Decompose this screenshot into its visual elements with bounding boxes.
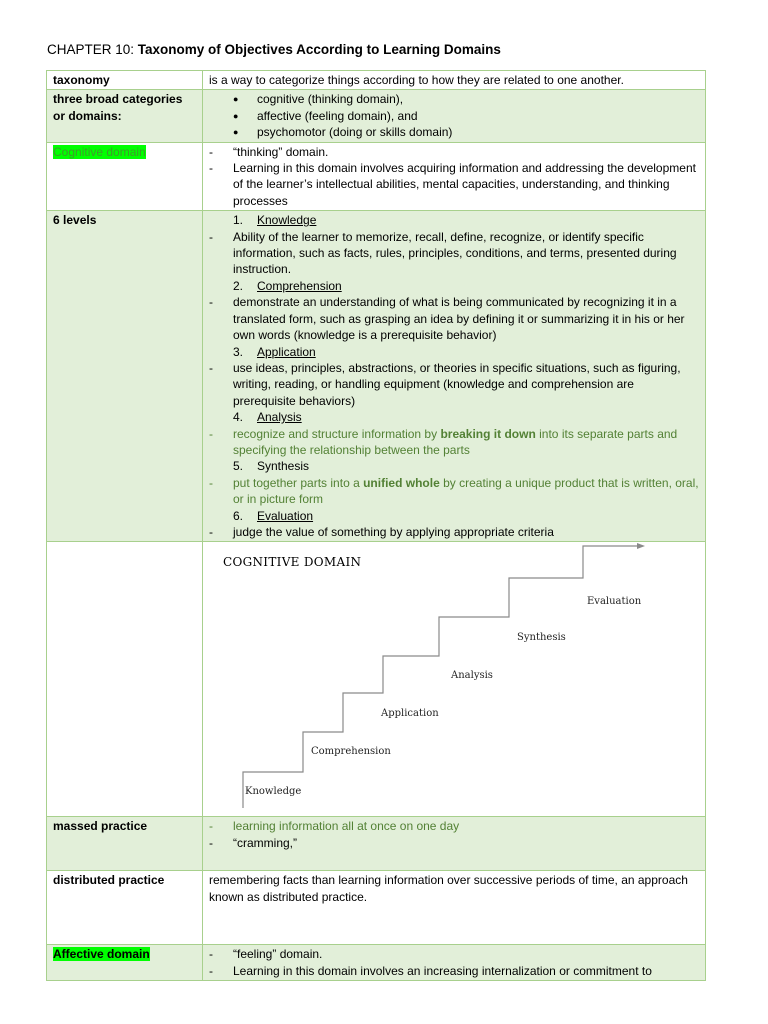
level-description: - recognize and structure information by breaking it down into its separate parts and specifying the relationship between the parts [209,426,699,459]
step-label-comprehension: Comprehension [311,746,391,758]
step-label-analysis: Analysis [451,670,493,682]
level-heading: 6. Evaluation [233,508,314,523]
table-row [47,90,706,142]
step-label-application: Application [381,708,439,720]
list-item: - Learning in this domain involves an increasing internalization or commitment to [209,963,699,979]
step-label-knowledge: Knowledge [245,786,302,798]
level-heading: 3. Application [233,344,316,359]
level-heading: 5. Synthesis [233,459,310,474]
cognitive-list [209,144,699,210]
arrow-head-icon [637,543,645,549]
term-levels: 6 levels [47,211,203,542]
list-item: - “feeling” domain. [209,946,699,962]
figure-title: COGNITIVE DOMAIN [223,555,362,570]
term-cognitive: Cognitive domain [53,144,146,159]
list-item: - learning information all at once on one day [209,818,699,834]
list-item: ● cognitive (thinking domain), [257,91,699,107]
chapter-label: CHAPTER 10: [47,42,135,57]
table-row [47,71,706,90]
level-description: - use ideas, principles, abstractions, or theories in specific situations, such as figuring, writing, reading, or handling equipment (knowledge and comprehension are prerequisite behaviors) [209,360,699,409]
table-row [47,142,706,211]
definition-distributed: remembering facts than learning information over successive periods of time, an approach known as distributed practice. [203,871,706,945]
cognitive-domain-figure [203,542,649,810]
list-item: - “thinking” domain. [209,144,699,160]
affective-list [209,946,699,979]
list-item: - “cramming,” [209,835,699,851]
list-item: - Learning in this domain involves acquiring information and addressing the development of the learner’s intellectual abilities, mental capacities, understanding, and thinking processes [209,160,699,209]
step-label-evaluation: Evaluation [587,596,642,608]
term-categories: three broad categories or domains: [47,90,203,142]
level-heading: 1. Knowledge [233,213,317,228]
table-row [47,871,706,945]
term-taxonomy: taxonomy [47,71,203,90]
level-description: - demonstrate an understanding of what is being communicated by recognizing it in a translated form, such as grasping an idea by defining it or summarizing it in his or her own words (knowledge is a prerequisite behavior) [209,294,699,343]
massed-list [209,818,699,851]
chapter-title: Taxonomy of Objectives According to Learning Domains [137,42,501,57]
definition-taxonomy: is a way to categorize things according to how they are related to one another. [203,71,706,90]
term-affective: Affective domain [53,947,150,962]
level-description: - put together parts into a unified whole by creating a unique product that is written, oral, or in picture form [209,475,699,508]
level-heading: 2. Comprehension [233,278,342,293]
table-row [47,211,706,542]
term-distributed: distributed practice [47,871,203,945]
staircase-line [243,546,642,808]
table-row [47,945,706,981]
staircase-diagram [203,542,649,810]
list-item: ● psychomotor (doing or skills domain) [257,124,699,140]
categories-list [209,91,699,140]
table-row [47,542,706,817]
table-row [47,817,706,871]
level-description: - Ability of the learner to memorize, recall, define, recognize, or identify specific information, such as facts, rules, principles, conditions, and terms, presented during instruction. [209,229,699,278]
page-title [47,42,501,57]
term-massed: massed practice [47,817,203,871]
notes-table [46,70,706,981]
step-label-synthesis: Synthesis [517,632,566,644]
list-item: ● affective (feeling domain), and [257,108,699,124]
level-description: - judge the value of something by applying appropriate criteria [209,524,699,540]
level-heading: 4. Analysis [233,410,302,425]
